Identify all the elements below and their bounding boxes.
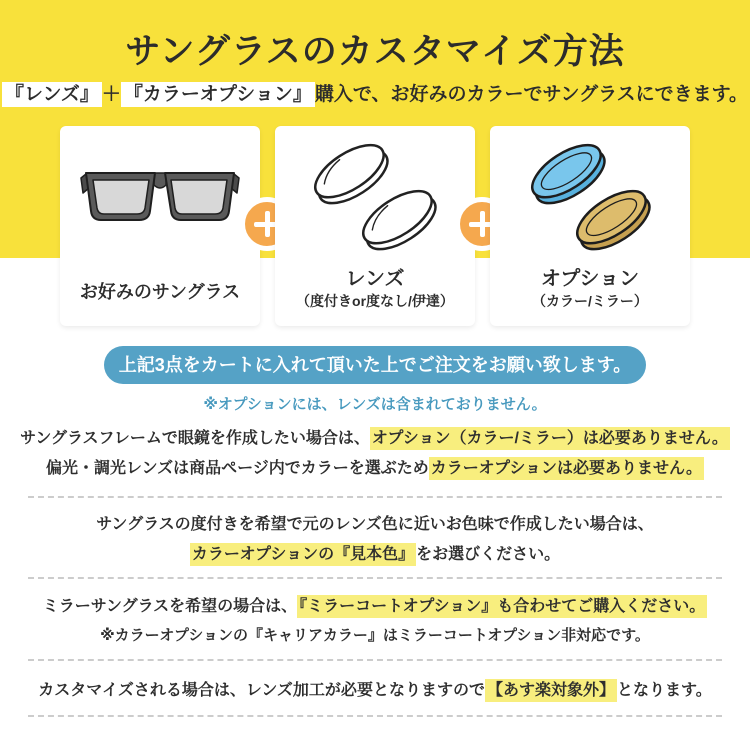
subtitle-rest: 購入で、お好みのカラーでサングラスにできます。 [314,84,749,105]
p1-line1-highlight: オプション（カラー/ミラー）は必要ありません。 [370,427,730,450]
card-lenses-label: レンズ [345,268,405,290]
p1-line2-highlight: カラーオプションは必要ありません。 [429,457,704,480]
option-note: ※オプションには、レンズは含まれておりません。 [203,396,547,413]
card-option-label: オプション [540,268,640,290]
subtitle-plus: ＋ [101,84,121,105]
dashed-divider [28,715,722,717]
order-instruction-banner: 上記3点をカートに入れて頂いた上でご注文をお願い致します。 [104,346,646,384]
colored-lenses-icon [490,134,690,264]
dashed-divider [28,577,722,579]
sunglasses-icon [60,168,260,231]
subtitle [0,79,750,106]
p3-line1-highlight: 『ミラーコートオプション』も合わせてご購入ください。 [297,595,707,618]
dashed-divider [28,496,722,498]
paragraph-mirror-coat [0,592,750,650]
subtitle-lens-term: 『レンズ』 [2,82,102,107]
p1-line1-text: サングラスフレームで眼鏡を作成したい場合は、 [20,430,370,447]
card-lenses [275,126,475,326]
p4-text1: カスタマイズされる場合は、レンズ加工が必要となりますので [38,682,485,699]
card-option-sublabel: （カラー/ミラー） [532,293,648,309]
paragraph-sample-color [0,510,750,570]
p2-line2-text: をお選びください。 [416,546,561,563]
paragraph-shipping [0,676,750,706]
card-sunglasses [60,126,260,326]
p1-line2-text: 偏光・調光レンズは商品ページ内でカラーを選ぶため [45,460,429,477]
p3-line1-text: ミラーサングラスを希望の場合は、 [42,598,298,615]
p4-highlight: 【あす楽対象外】 [485,679,617,702]
clear-lenses-icon [275,134,475,264]
card-option [490,126,690,326]
page-title: サングラスのカスタマイズ方法 [125,32,625,71]
p2-line1-text: サングラスの度付きを希望で元のレンズ色に近いお色味で作成したい場合は、 [96,516,654,533]
p3-line2-text: ※カラーオプションの『キャリアカラー』はミラーコートオプション非対応です。 [100,627,650,644]
p4-text2: となります。 [616,682,712,699]
dashed-divider [28,659,722,661]
card-lenses-sublabel: （度付きor度なし/伊達） [296,293,454,309]
p2-line2-highlight: カラーオプションの『見本色』 [190,543,416,566]
card-sunglasses-label: お好みのサングラス [79,282,241,302]
subtitle-color-option-term: 『カラーオプション』 [121,82,315,107]
paragraph-frame-only [0,424,750,484]
